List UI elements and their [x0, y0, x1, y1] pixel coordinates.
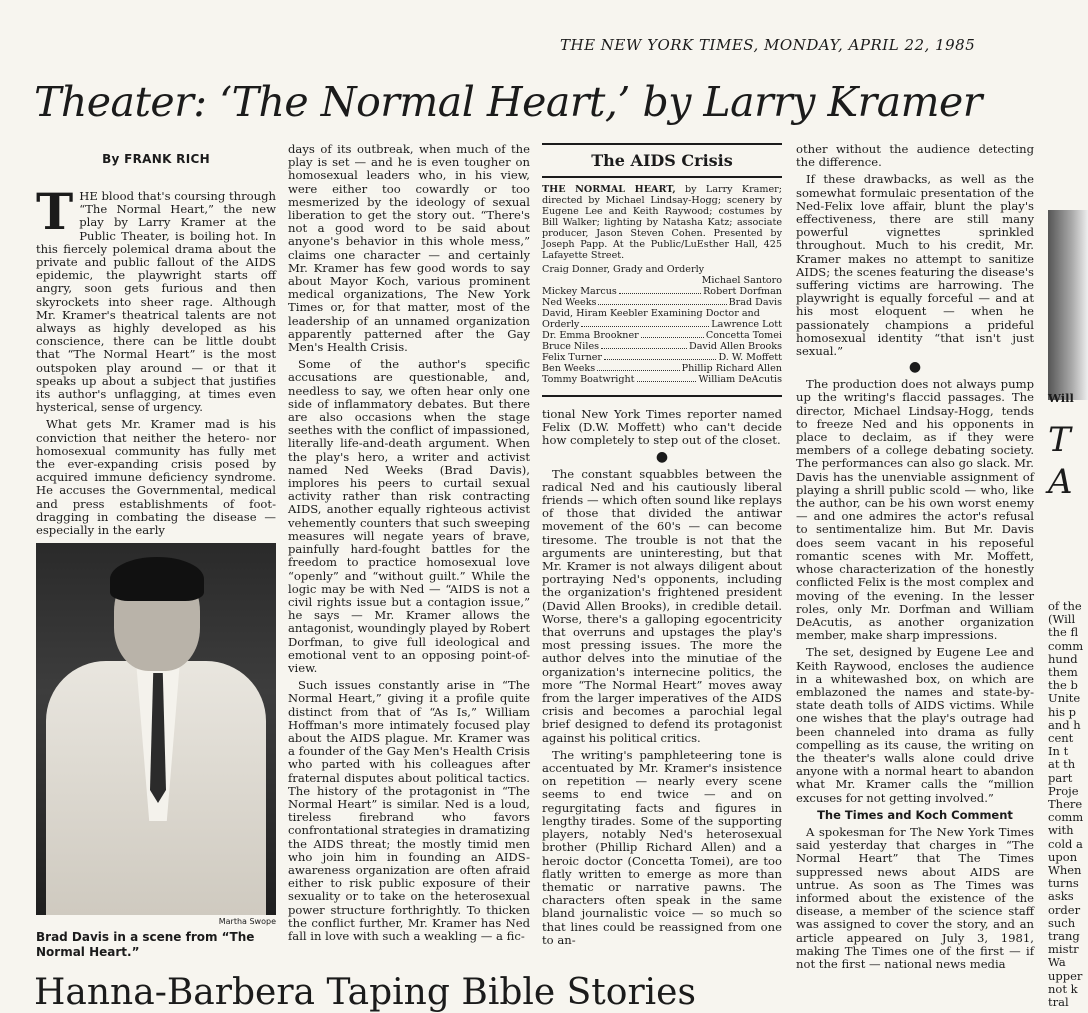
cast-actor: Brad Davis — [728, 297, 782, 308]
edge-line: such — [1048, 915, 1076, 930]
paragraph: The production does not always pump up the writing's flaccid passages. The director, Michael Lindsay-Hogg, tends to freeze Ned and his opponents in place to declaim, as if they were members of a college debating society. The performances can also go slack. Mr. Davis has the unenviable assignment of playing a shrill public scold — who, like the author, can be his own worst enemy — and one admires the actor's refusal to sentimentalize him. But Mr. Davis does seem vacant in his reposeful romantic scenes with Mr. Moffett, whose characterization of the honestly conflicted Felix is the most complex and moving of the evening. In the lesser roles, only Mr. Dorfman and William DeAcutis, as another organization member, make sharp impressions. — [796, 377, 1034, 643]
cast-row — [542, 264, 782, 275]
aids-crisis-box — [542, 143, 782, 397]
edge-line: not k — [1048, 981, 1078, 996]
cast-row — [542, 374, 782, 385]
paragraph: THE blood that's coursing through “The Normal Heart,” the new play by Larry Kramer at the Public Theater, is boiling hot. In this fiercely polemical drama about the private and public fallout of the AIDS epidemic, the playwright starts off angry, soon gets furious and then skyrockets into sheer rage. Although Mr. Kramer's theatrical talents are not always as highly developed as his conscience, there can be little doubt that “The Normal Heart” is the most outspoken play around — or that it speaks up about a subject that justifies its author's unflagging, at times even hysterical, sense of urgency. — [36, 182, 276, 415]
cast-role: Ben Weeks — [542, 363, 596, 374]
edge-headline-letter: A — [1048, 462, 1073, 502]
paragraph: tional New York Times reporter named Felix (D.W. Moffett) who can't decide how completely to step out of the closet. — [542, 407, 782, 448]
adjacent-photo-fragment — [1048, 210, 1088, 400]
cast-actor: David Allen Brooks — [689, 341, 782, 352]
cast-role: Dr. Emma Brookner — [542, 330, 639, 341]
edge-line: tral — [1048, 995, 1069, 1009]
cast-row — [542, 275, 782, 286]
edge-line: upper — [1048, 968, 1083, 983]
cast-row — [542, 352, 782, 363]
cast-row — [542, 308, 782, 319]
leader-dots — [637, 381, 697, 382]
cast-role: Craig Donner, Grady and Orderly — [542, 264, 705, 275]
cast-row — [542, 330, 782, 341]
leader-dots — [641, 337, 704, 338]
edge-line: part — [1048, 770, 1073, 785]
leader-dots — [604, 359, 716, 360]
photo-brad-davis — [36, 543, 276, 915]
leader-dots — [598, 304, 726, 305]
edge-line: and h — [1048, 717, 1081, 732]
paragraph: If these drawbacks, as well as the somewhat formulaic presentation of the Ned-Felix love affair, blunt the play's effectiveness, there are still many powerful vignettes sprinkled throughout. Much to his credit, Mr. Kramer makes no attempt to sanitize AIDS; the scenes featuring the disease's suffering victims are harrowing. The playwright is equally forceful — and at his most eloquent — when he passionately champions a prideful homosexual identity “that isn't just sexual.” — [796, 172, 1034, 359]
cast-list — [542, 264, 782, 385]
leader-dots — [601, 348, 687, 349]
edge-line: at th — [1048, 757, 1076, 772]
production-credits: THE NORMAL HEART, by Larry Kramer; directed by Michael Lindsay-Hogg; scenery by Eugene Lee and Keith Raywood; costumes by Bill Walker; lighting by Natasha Katz; associate producer, Jason Steven Cohen. Presented by Joseph Papp. At the Public/LuEsther Hall, 425 Lafayette Street. — [542, 184, 782, 261]
subhead: The Times and Koch Comment — [817, 807, 1013, 822]
leader-dots — [581, 326, 709, 327]
paragraph: What gets Mr. Kramer mad is his conviction that neither the hetero- nor homosexual community has fully met the ever-expanding crisis posed by acquired immune deficiency syndrome. He accuses the Governmental, medical and press establishments of foot-dragging in combating the disease — especially in the early — [36, 417, 276, 538]
paragraph: The writing's pamphleteering tone is accentuated by Mr. Kramer's insistence on repetition — nearly every scene seems to end twice — and on regurgitating facts and figures in lengthy tirades. Some of the supporting players, notably Ned's heterosexual brother (Phillip Richard Allen) and a heroic doctor (Concetta Tomei), are too flatly written to emerge as more than thematic or narrative pawns. The characters often speak in the same bland journalistic voice — so much so that lines could be reassigned from one to an- — [542, 747, 782, 947]
cast-role: Bruce Niles — [542, 341, 600, 352]
column-2 — [288, 143, 530, 978]
edge-line: of the — [1048, 599, 1082, 613]
paragraph: A spokesman for The New York Times said yesterday that charges in “The Normal Heart” that The Times suppressed news about AIDS are untrue. As soon as The Times was informed about the existence of the disease, a member of the science staff was assigned to cover the story, and an article appeared on July 3, 1981, making The Times one of the first — if not the first — national news media — [796, 824, 1034, 971]
cast-row — [542, 297, 782, 308]
leader-dots — [597, 370, 679, 371]
cast-row — [542, 363, 782, 374]
edge-headline-letter: T — [1048, 420, 1071, 460]
photo-caption: Brad Davis in a scene from “The Normal Heart.” — [36, 930, 255, 959]
edge-line: them — [1048, 665, 1078, 679]
cast-actor: Phillip Richard Allen — [681, 363, 782, 374]
edge-word: Will — [1048, 391, 1074, 405]
box-bottom-rule — [542, 395, 782, 397]
drop-cap: T — [36, 182, 74, 241]
edge-line: cent — [1048, 731, 1074, 745]
cast-actor: Concetta Tomei — [705, 330, 782, 341]
edge-line: Wa — [1048, 955, 1066, 970]
cast-role: Orderly — [542, 319, 580, 330]
article-headline: Theater: ‘The Normal Heart,’ by Larry Kramer — [34, 78, 982, 126]
edge-line: trang — [1048, 929, 1080, 943]
edge-line: In t — [1048, 744, 1069, 759]
cast-actor: Michael Santoro — [701, 275, 782, 286]
dateline: THE NEW YORK TIMES, MONDAY, APRIL 22, 1985 — [560, 36, 976, 54]
paragraph: other without the audience detecting the difference. — [796, 142, 1034, 170]
box-title: The AIDS Crisis — [542, 145, 782, 178]
cast-row — [542, 319, 782, 330]
edge-line: the b — [1048, 678, 1078, 693]
edge-line: Unite — [1048, 691, 1081, 706]
edge-line: order — [1048, 902, 1081, 917]
photo-figure-hair — [110, 557, 204, 601]
cast-actor: Robert Dorfman — [703, 286, 782, 297]
paragraph: The set, designed by Eugene Lee and Keith Raywood, encloses the audience in a whitewashed box, on which are emblazoned the names and state-by-state death tolls of AIDS victims. While one wishes that the play's outrage had been channeled into drama as fully compelling as its cause, the writing on the theater's walls alone could drive anyone with a normal heart to abandon what Mr. Kramer calls the “million excuses for not getting involved.” — [796, 645, 1034, 805]
leader-dots — [619, 293, 701, 294]
paragraph: days of its outbreak, when much of the play is set — and he is even tougher on homosexual leaders who, in his view, were either too cowardly or too mesmerized by the ideology of sexual liberation to get the story out. “There's not a good word to be said about anyone's behavior in this whole mess,” claims one character — and certainly Mr. Kramer has few good words to say about Mayor Koch, various prominent medical organizations, The New York Times or, for that matter, most of the leadership of an unnamed organization apparently patterned after the Gay Men's Health Crisis. — [288, 142, 530, 355]
edge-line: There — [1048, 797, 1083, 811]
photo-credit: Martha Swope — [218, 917, 276, 926]
edge-line: the fl — [1048, 625, 1079, 640]
edge-line: When — [1048, 863, 1082, 877]
paragraph: The constant squabbles between the radical Ned and his cautiously liberal friends — which often sound like replays of those that divided the antiwar movement of the 60's — can become tiresome. The trouble is not that the arguments are uninteresting, but that Mr. Kramer is not always diligent about portraying Ned's opponents, including the organization's frightened president (David Allen Brooks), in credible detail. Worse, there's a galloping egocentricity that overruns and upstages the play's most pressing issues. The more the author delves into the minutiae of the organization's internecine politics, the more “The Normal Heart” moves away from the larger imperatives of the AIDS crisis and becomes a parochial legal brief designed to defend its protagonist against his political critics. — [542, 466, 782, 745]
cast-role: Mickey Marcus — [542, 286, 617, 297]
edge-line: his p — [1048, 704, 1077, 719]
column-1 — [36, 182, 276, 538]
paragraph: Such issues constantly arise in “The Normal Heart,” giving it a profile quite distinct from that of “As Is,” William Hoffman's more intimately focused play about the AIDS plague. Mr. Kramer was a founder of the Gay Men's Health Crisis who parted with his colleagues after fraternal disputes about political tactics. The history of the protagonist in “The Normal Heart” is similar. Ned is a loud, tireless firebrand who favors confrontational strategies in dramatizing the AIDS threat; the mostly timid men who join him in founding an AIDS-awareness organization are often afraid either to risk public exposure of their sexuality or to take on the heterosexual power structure forthrightly. To thicken the conflict further, Mr. Kramer has Ned fall in love with such a weakling — a fic- — [288, 678, 530, 943]
edge-line: mistr — [1048, 942, 1079, 957]
cast-role: Felix Turner — [542, 352, 603, 363]
byline: By FRANK RICH — [102, 152, 210, 166]
edge-line: turns — [1048, 876, 1079, 891]
cast-role: David, Hiram Keebler Examining Doctor and — [542, 308, 760, 319]
section-bullet: ● — [908, 359, 922, 376]
adjacent-column-fragment — [1044, 0, 1084, 1009]
next-article-headline: Hanna-Barbera Taping Bible Stories — [34, 972, 696, 1013]
section-bullet: ● — [655, 448, 669, 465]
edge-line: comm — [1048, 810, 1084, 825]
cast-role: Ned Weeks — [542, 297, 597, 308]
edge-line: (Will — [1048, 612, 1076, 627]
edge-line: asks — [1048, 889, 1074, 904]
cast-row — [542, 341, 782, 352]
edge-line: with — [1048, 823, 1074, 838]
cast-actor: Lawrence Lott — [711, 319, 782, 330]
paragraph: Some of the author's specific accusations are questionable, and, needless to say, we often hear only one side of inflammatory debates. But there are also occasions when the stage seethes with the conflict of impassioned, literally life-and-death argument. When the play's hero, a writer and activist named Ned Weeks (Brad Davis), implores his peers to curtail sexual activity rather than risk contracting AIDS, another equally righteous activist vehemently counters that such sweeping measures will negate years of brave, painfully hard-fought battles for the freedom to practice homosexual love “openly” and “without guilt.” While the logic may be with Ned — “AIDS is not a civil rights issue but a contagion issue,” he says — Mr. Kramer allows the antagonist, woundingly played by Robert Dorfman, to give full ideological and emotional vent to an opposing point-of-view. — [288, 357, 530, 675]
edge-line: Proje — [1048, 783, 1079, 798]
cast-role: Tommy Boatwright — [542, 374, 635, 385]
edge-line: hund — [1048, 651, 1078, 666]
column-3 — [542, 408, 782, 983]
column-4 — [796, 143, 1034, 983]
edge-line: cold a — [1048, 836, 1083, 851]
edge-line: upon — [1048, 849, 1078, 864]
cast-row — [542, 286, 782, 297]
edge-line: comm — [1048, 638, 1084, 653]
cast-actor: D. W. Moffett — [718, 352, 782, 363]
cast-actor: William DeAcutis — [698, 374, 782, 385]
